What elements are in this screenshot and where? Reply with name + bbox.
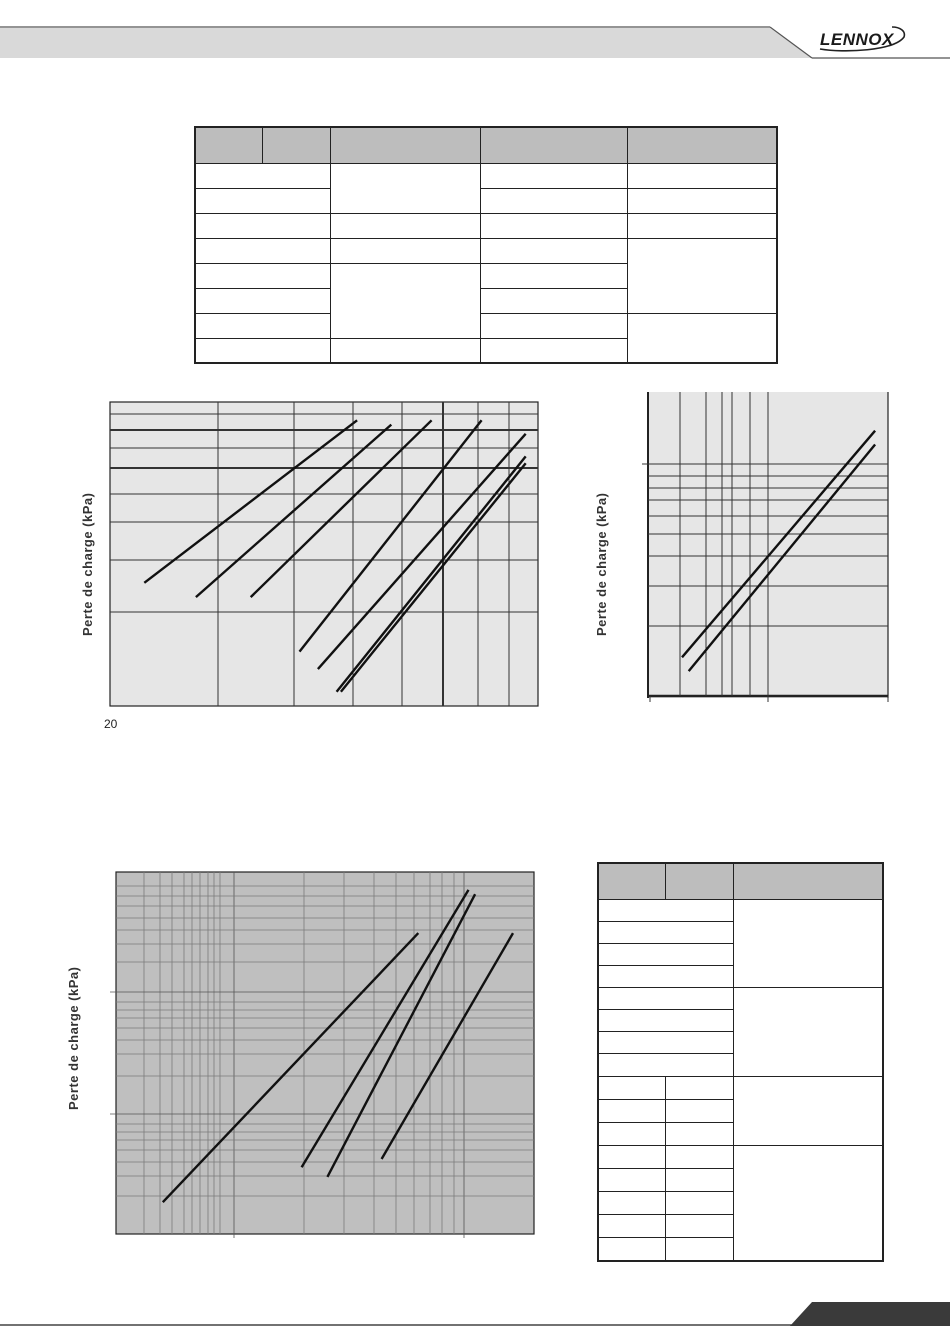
brand-name: LENNOX	[820, 30, 894, 49]
chart-top-left	[108, 400, 548, 712]
table-cell	[195, 288, 331, 313]
table-cell	[195, 238, 331, 263]
table-cell	[628, 238, 778, 313]
table-row	[195, 188, 777, 213]
table-cell	[331, 163, 480, 213]
table-cell	[195, 313, 331, 338]
table-header-cell	[331, 127, 480, 163]
table-cell	[480, 313, 627, 338]
table-top	[194, 126, 778, 364]
table-row	[195, 213, 777, 238]
table-cell	[480, 288, 627, 313]
table-header-cell	[666, 863, 734, 899]
table-cell	[598, 899, 733, 921]
table-row	[195, 313, 777, 338]
table-cell	[598, 1145, 666, 1168]
table-cell	[666, 1192, 734, 1215]
table-cell	[480, 163, 627, 188]
table-header-cell	[480, 127, 627, 163]
brand-logo	[818, 26, 908, 54]
table-cell	[480, 338, 627, 363]
table-row	[598, 1145, 883, 1168]
table-cell	[598, 1122, 666, 1145]
footer-band	[0, 1300, 950, 1344]
table-cell	[598, 1010, 733, 1032]
table-cell	[598, 1032, 733, 1054]
table-cell	[733, 1145, 883, 1261]
table-cell	[195, 263, 331, 288]
header-band	[0, 0, 950, 64]
table-cell	[598, 943, 733, 965]
table-row	[195, 163, 777, 188]
table-cell	[598, 1054, 733, 1076]
table-header-cell	[733, 863, 883, 899]
table-header-cell	[195, 127, 263, 163]
table-cell	[331, 213, 480, 238]
table-cell	[480, 213, 627, 238]
table-cell	[331, 338, 480, 363]
table-cell	[331, 238, 480, 263]
table-cell	[195, 213, 331, 238]
plot-area	[116, 872, 534, 1234]
table-cell	[598, 1076, 666, 1099]
table-header-row	[195, 127, 777, 163]
table-header-row	[598, 863, 883, 899]
table-cell	[666, 1099, 734, 1122]
chart-top-left-x-tick: 20	[104, 717, 118, 731]
table-cell	[331, 263, 480, 338]
table-cell	[598, 1192, 666, 1215]
table-cell	[666, 1238, 734, 1261]
table-cell	[628, 188, 778, 213]
chart-top-right-ylabel: Perte de charge (kPa)	[594, 492, 609, 636]
table-cell	[733, 988, 883, 1076]
chart-bottom-left	[108, 868, 540, 1240]
chart-top-left-ylabel: Perte de charge (kPa)	[80, 492, 95, 636]
table-cell	[480, 238, 627, 263]
table-cell	[195, 338, 331, 363]
table-cell	[628, 163, 778, 188]
table-header-cell	[628, 127, 778, 163]
table-cell	[598, 921, 733, 943]
chart-top-right	[642, 390, 894, 706]
table-bottom	[597, 862, 884, 1262]
table-row	[598, 1076, 883, 1099]
header-shape	[0, 28, 812, 58]
table-cell	[480, 188, 627, 213]
table-row	[195, 238, 777, 263]
table-cell	[628, 213, 778, 238]
table-cell	[598, 966, 733, 988]
table-header-cell	[263, 127, 331, 163]
table-cell	[480, 263, 627, 288]
table-cell	[628, 313, 778, 363]
table-cell	[195, 188, 331, 213]
table-cell	[666, 1168, 734, 1191]
table-cell	[666, 1076, 734, 1099]
footer-tab	[790, 1302, 950, 1326]
table-cell	[598, 1168, 666, 1191]
table-cell	[598, 1238, 666, 1261]
table-cell	[598, 1215, 666, 1238]
table-cell	[598, 1099, 666, 1122]
table-cell	[733, 1076, 883, 1145]
table-cell	[666, 1215, 734, 1238]
table-cell	[666, 1122, 734, 1145]
table-cell	[195, 163, 331, 188]
table-cell	[666, 1145, 734, 1168]
table-cell	[733, 899, 883, 987]
table-row	[598, 988, 883, 1010]
table-row	[598, 899, 883, 921]
table-cell	[598, 988, 733, 1010]
table-header-cell	[598, 863, 666, 899]
chart-bottom-left-ylabel: Perte de charge (kPa)	[66, 966, 81, 1110]
